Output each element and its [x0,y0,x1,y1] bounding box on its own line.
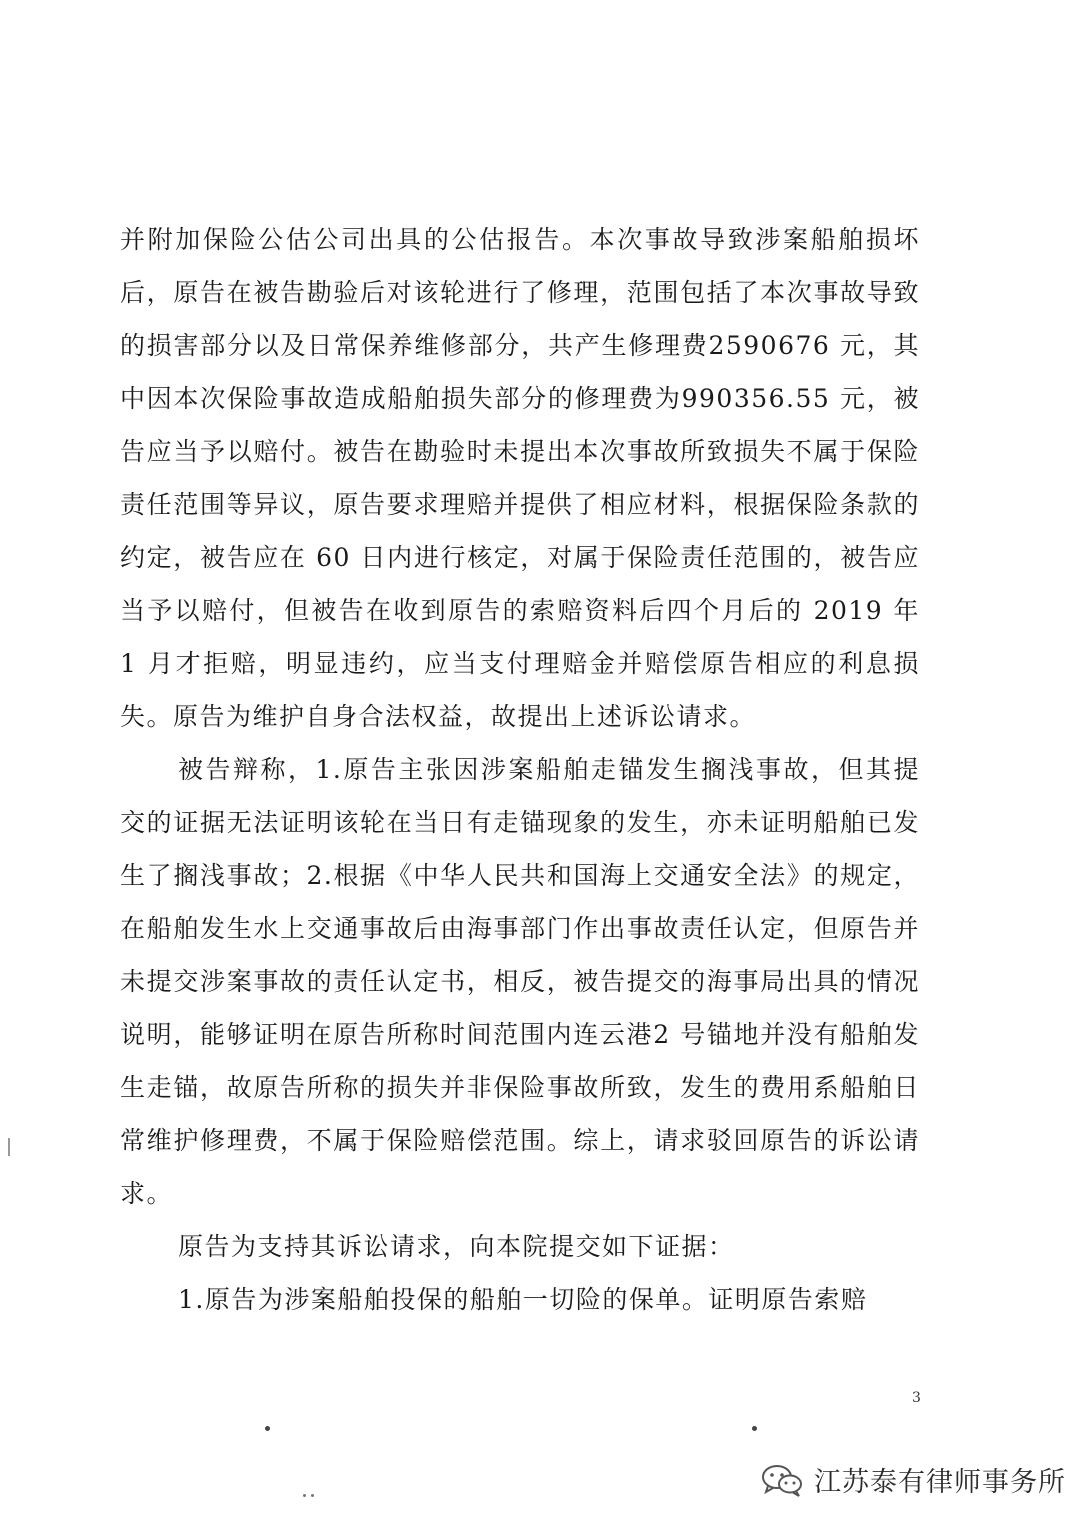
paragraph-continuation: 并附加保险公估公司出具的公估报告。本次事故导致涉案船舶损坏后，原告在被告勘验后对该轮进行了修理，范围包括了本次事故导致的损害部分以及日常保养维修部分，共产生修理费2590676 元，其中因本次保险事故造成船舶损失部分的修理费为990356.55 元，被告应当予以赔付。被告在勘验时未提出本次事故所致损失不属于保险责任范围等异议，原告要求理赔并提供了相应材料，根据保险条款的约定，被告应在 60 日内进行核定，对属于保险责任范围的，被告应当予以赔付，但被告在收到原告的索赔资料后四个月后的 2019 年 1 月才拒赔，明显违约，应当支付理赔金并赔偿原告相应的利息损失。原告为维护自身合法权益，故提出上述诉讼请求。 [120,225,920,731]
scan-speck [265,1426,270,1431]
watermark-text: 江苏泰有律师事务所 [814,1467,1066,1498]
scan-edge-mark [8,1138,10,1156]
wechat-watermark [760,1460,1066,1499]
paragraph-defendant-argument: 被告辩称，1.原告主张因涉案船舶走锚发生搁浅事故，但其提交的证据无法证明该轮在当日有走锚现象的发生，亦未证明船舶已发生了搁浅事故；2.根据《中华人民共和国海上交通安全法》的规定，在船舶发生水上交通事故后由海事部门作出事故责任认定，但原告并未提交涉案事故的责任认定书，相反，被告提交的海事局出具的情况说明，能够证明在原告所称时间范围内连云港2 号锚地并没有船舶发生走锚，故原告所称的损失并非保险事故所致，发生的费用系船舶日常维护修理费，不属于保险赔偿范围。综上，请求驳回原告的诉讼请求。 [120,755,920,1208]
scan-speck [752,1426,757,1431]
document-body [120,213,920,1326]
scan-speck [303,1494,306,1497]
page-number: 3 [912,1390,921,1406]
wechat-icon [760,1462,804,1498]
paragraph-evidence-item-1: 1.原告为涉案船舶投保的船舶一切险的保单。证明原告索赔 [178,1285,868,1314]
paragraph-evidence-intro: 原告为支持其诉讼请求，向本院提交如下证据： [178,1232,735,1261]
scan-speck [311,1494,314,1497]
